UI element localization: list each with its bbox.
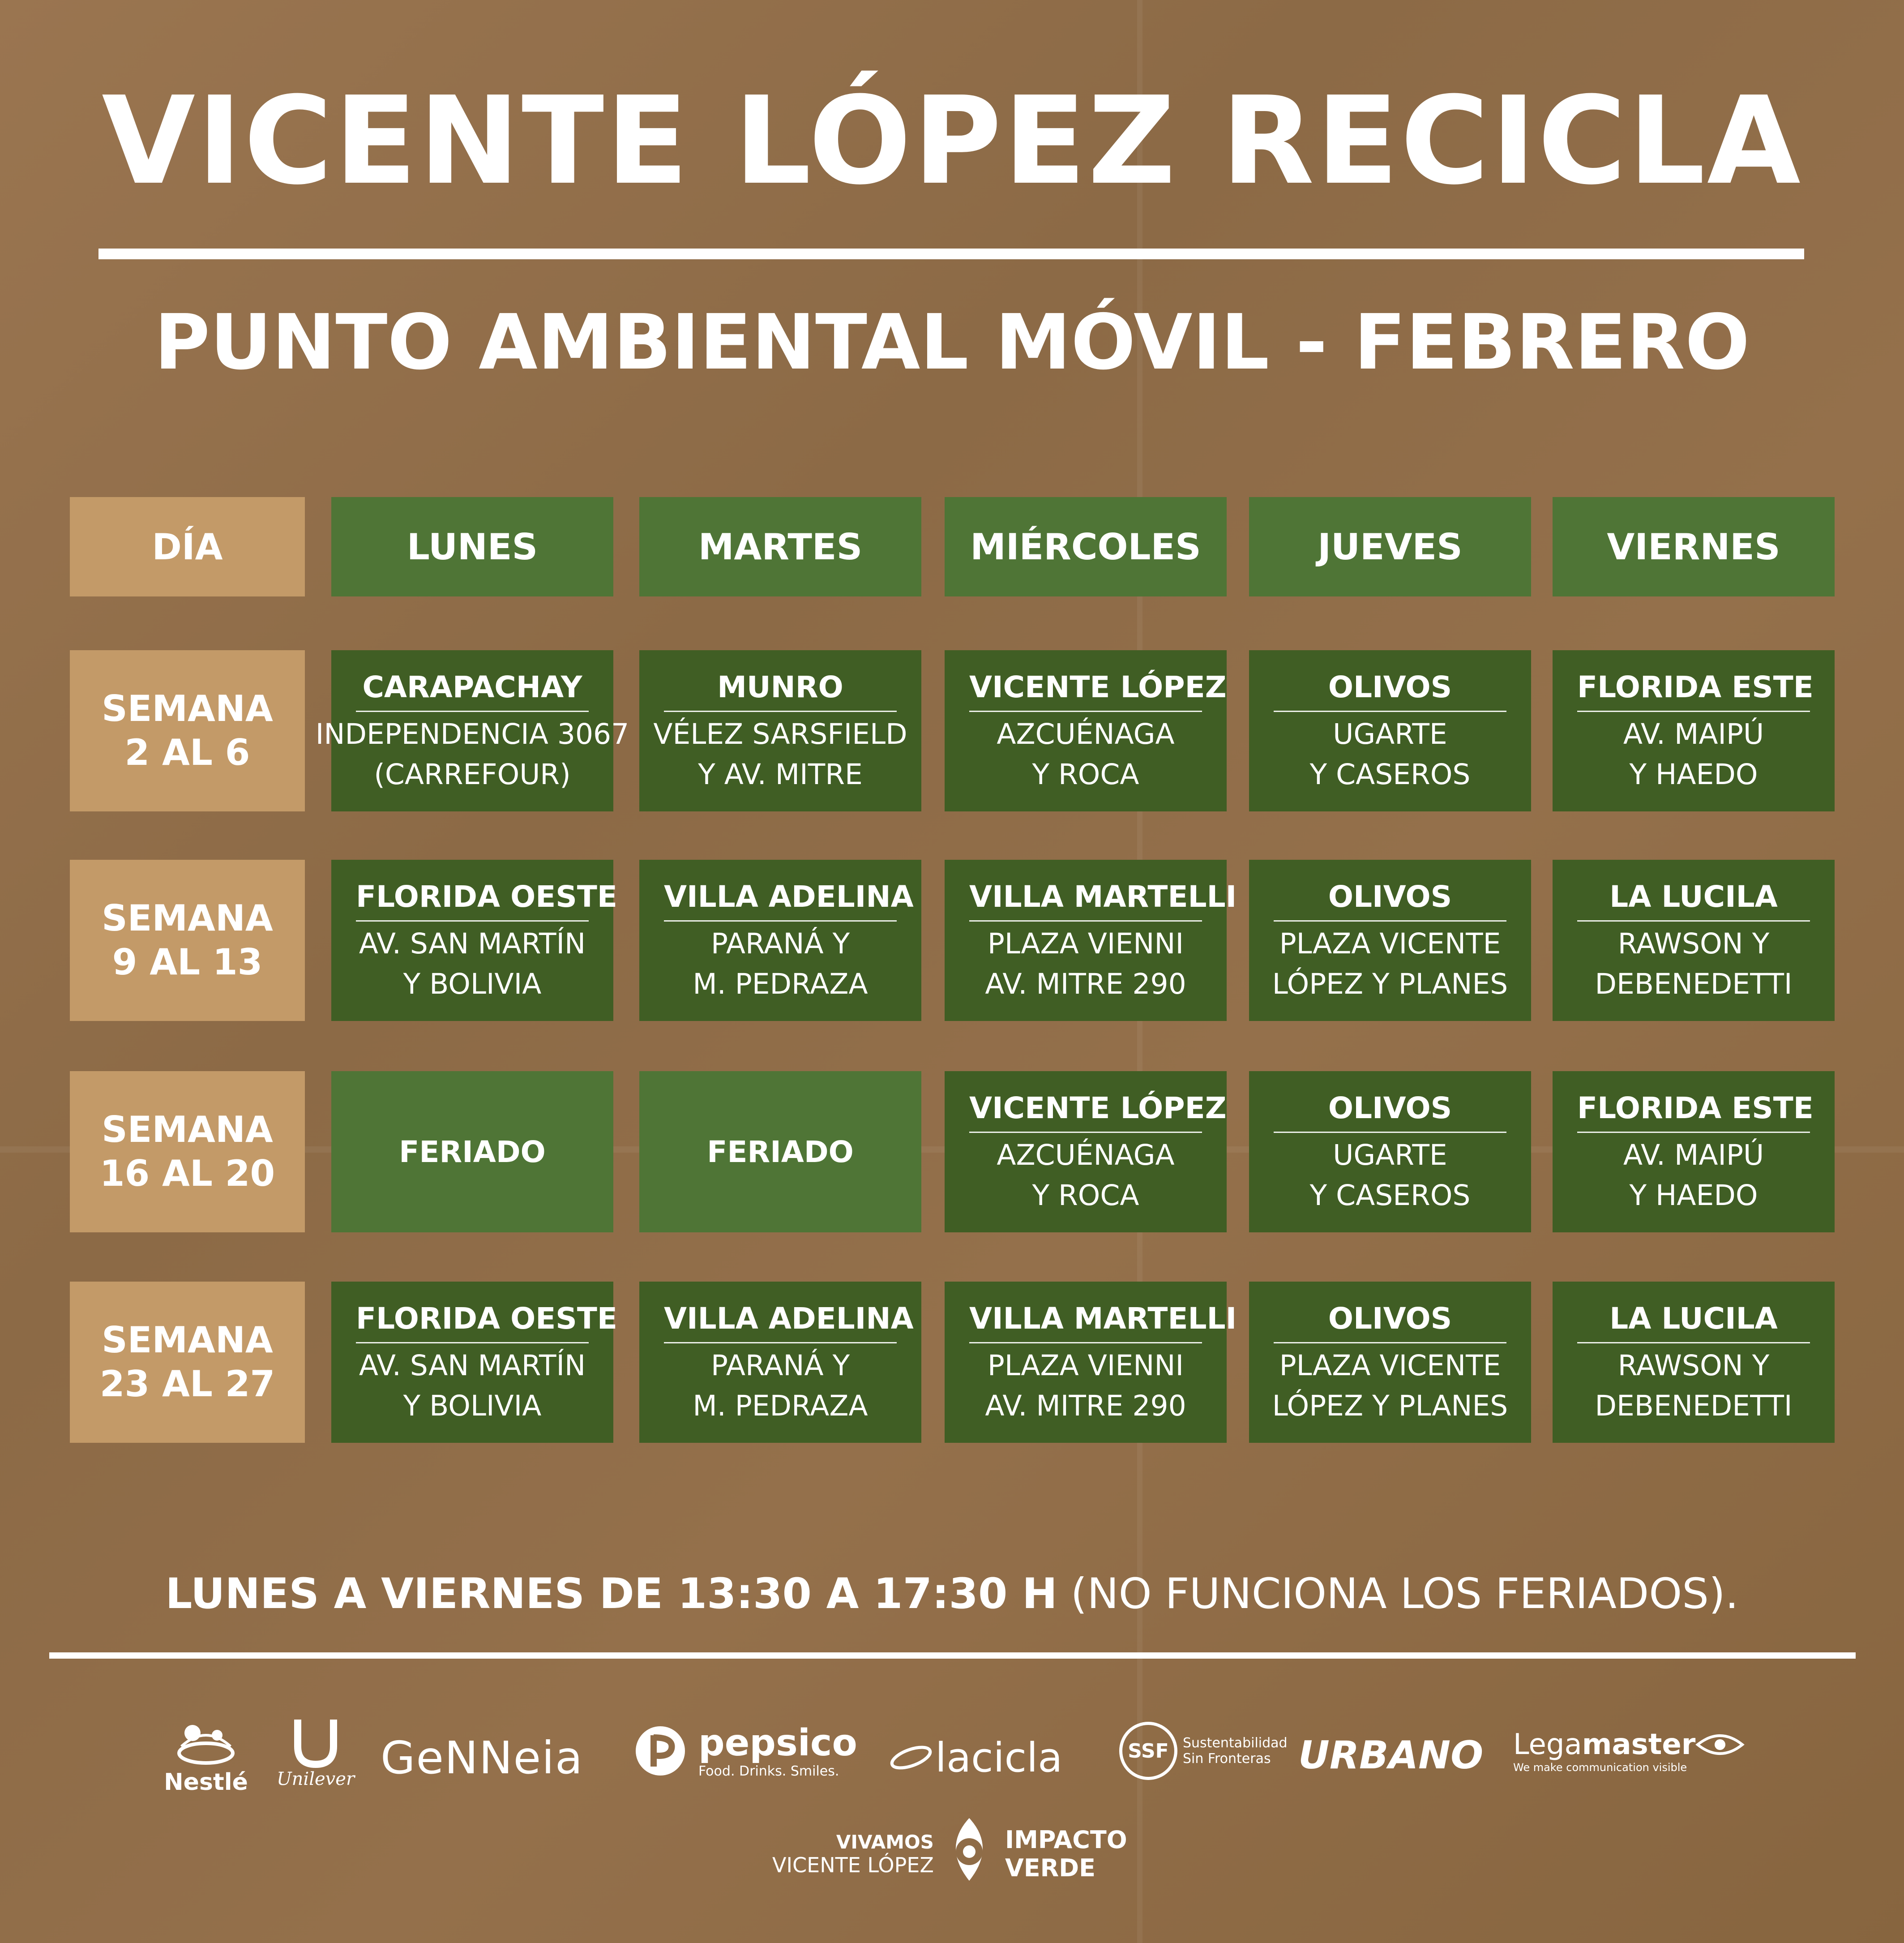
- weekday-header: [331, 497, 613, 596]
- genneia-logo: [381, 1733, 583, 1782]
- legamaster-logo: [1513, 1715, 1745, 1787]
- weekday-header: [639, 497, 921, 596]
- ssf-badge: [1119, 1722, 1177, 1780]
- location-cell: [945, 1071, 1227, 1232]
- week-label-cell: [70, 860, 305, 1021]
- location-address-line-2: LÓPEZ Y PLANES: [1272, 967, 1508, 1000]
- location-address-line-2: Y CASEROS: [1309, 758, 1471, 791]
- location-cell: [1553, 860, 1835, 1021]
- location-address-line-1: RAWSON Y: [1617, 927, 1770, 960]
- location-address-line-1: AV. MAIPÚ: [1623, 717, 1764, 751]
- location-cell: [331, 860, 617, 1021]
- location-address-line-1: AV. MAIPÚ: [1623, 1138, 1764, 1171]
- week-label-line-1: SEMANA: [102, 688, 273, 729]
- location-address-line-1: PLAZA VIENNI: [987, 927, 1184, 960]
- vivamos-line-2: VICENTE LÓPEZ: [772, 1853, 934, 1877]
- week-label-dates: 9 AL 13: [112, 941, 263, 983]
- location-address-line-1: UGARTE: [1333, 717, 1447, 751]
- location-name: VILLA ADELINA: [664, 1301, 897, 1343]
- location-cell: [639, 860, 921, 1021]
- location-name: VILLA MARTELLI: [969, 879, 1202, 922]
- location-cell: [331, 1282, 617, 1443]
- impacto-line-1: IMPACTO: [1005, 1826, 1127, 1854]
- location-address-line-2: M. PEDRAZA: [693, 967, 868, 1000]
- week-label-dates: 23 AL 27: [99, 1363, 275, 1405]
- location-name: VILLA MARTELLI: [969, 1301, 1202, 1343]
- location-name: MUNRO: [664, 669, 897, 712]
- location-address-line-2: AV. MITRE 290: [985, 1389, 1186, 1422]
- location-address-line-1: RAWSON Y: [1617, 1349, 1770, 1382]
- location-name: VICENTE LÓPEZ: [969, 669, 1202, 712]
- page-subtitle: PUNTO AMBIENTAL MÓVIL - FEBRERO: [154, 298, 1750, 387]
- urbano-label: URBANO: [1298, 1733, 1484, 1778]
- legamaster-label-1: Lega: [1513, 1728, 1582, 1761]
- location-address-line-2: DEBENEDETTI: [1595, 967, 1793, 1000]
- page-title: VICENTE LÓPEZ RECICLA: [102, 70, 1802, 211]
- vivamos-line-1: VIVAMOS: [836, 1831, 934, 1853]
- location-name: OLIVOS: [1274, 669, 1506, 712]
- week-label-cell: [70, 650, 305, 811]
- location-cell: [945, 1282, 1237, 1443]
- location-address-line-2: Y BOLIVIA: [403, 967, 542, 1000]
- genneia-label: GeNNeia: [381, 1731, 584, 1784]
- location-cell: [1553, 650, 1835, 811]
- ssf-line-2: Sin Fronteras: [1183, 1751, 1271, 1767]
- location-name: OLIVOS: [1274, 1301, 1506, 1343]
- location-address-line-2: Y AV. MITRE: [698, 758, 863, 791]
- location-name: OLIVOS: [1274, 879, 1506, 922]
- location-cell: [1249, 860, 1531, 1021]
- week-label-line-1: SEMANA: [102, 897, 273, 939]
- impacto-verde-icon: [940, 1816, 998, 1883]
- eye-icon: [1695, 1731, 1745, 1758]
- urbano-logo: [1298, 1729, 1483, 1782]
- ssf-label: SSF: [1128, 1739, 1169, 1763]
- location-cell: [945, 860, 1237, 1021]
- weekday-header-label: JUEVES: [1318, 526, 1463, 568]
- holiday-cell: [331, 1071, 613, 1232]
- location-address-line-2: Y CASEROS: [1309, 1179, 1471, 1212]
- location-address-line-1: INDEPENDENCIA 3067: [315, 717, 629, 751]
- location-address-line-2: (CARREFOUR): [374, 758, 571, 791]
- weekday-header-label: VIERNES: [1607, 526, 1780, 568]
- nest-icon: [172, 1715, 240, 1769]
- location-name: OLIVOS: [1274, 1090, 1506, 1133]
- pepsico-logo: [631, 1715, 857, 1787]
- location-address-line-2: Y BOLIVIA: [403, 1389, 542, 1422]
- footer-divider: [49, 1652, 1856, 1659]
- holiday-label: FERIADO: [399, 1134, 546, 1169]
- title-divider: [98, 249, 1804, 259]
- location-name: VICENTE LÓPEZ: [969, 1090, 1202, 1133]
- location-cell: [639, 650, 921, 811]
- location-name: VILLA ADELINA: [664, 879, 897, 922]
- location-address-line-2: AV. MITRE 290: [985, 967, 1186, 1000]
- location-address-line-2: LÓPEZ Y PLANES: [1272, 1389, 1508, 1422]
- holiday-note: (NO FUNCIONA LOS FERIADOS).: [1057, 1570, 1739, 1618]
- pepsico-tagline: Food. Drinks. Smiles.: [698, 1763, 839, 1779]
- location-address-line-1: AZCUÉNAGA: [997, 717, 1175, 751]
- weekday-header-label: LUNES: [406, 526, 538, 568]
- location-name: FLORIDA OESTE: [356, 879, 589, 922]
- pepsico-icon: [631, 1722, 689, 1780]
- location-name: FLORIDA ESTE: [1577, 1090, 1810, 1133]
- pepsico-label: pepsico: [698, 1721, 857, 1764]
- week-label-dates: 16 AL 20: [99, 1153, 275, 1194]
- nestle-logo: [166, 1715, 246, 1796]
- location-cell: [1249, 650, 1531, 811]
- location-address-line-1: PARANÁ Y: [710, 927, 850, 960]
- location-name: FLORIDA OESTE: [356, 1301, 589, 1343]
- nestle-label: Nestlé: [164, 1769, 248, 1796]
- ssf-line-1: Sustentabilidad: [1183, 1735, 1288, 1751]
- week-label-line-1: SEMANA: [102, 1109, 273, 1150]
- location-address-line-1: AZCUÉNAGA: [997, 1138, 1175, 1171]
- day-header-label: DÍA: [152, 526, 223, 568]
- location-address-line-1: PLAZA VIENNI: [987, 1349, 1184, 1382]
- week-label-cell: [70, 1282, 305, 1443]
- legamaster-tagline: We make communication visible: [1513, 1761, 1687, 1774]
- location-address-line-1: AV. SAN MARTÍN: [359, 1349, 586, 1382]
- location-name: LA LUCILA: [1577, 1301, 1810, 1343]
- location-name: LA LUCILA: [1577, 879, 1810, 922]
- impacto-verde-logo: [1005, 1825, 1127, 1883]
- location-name: FLORIDA ESTE: [1577, 669, 1810, 712]
- vivamos-vicente-lopez-logo: [772, 1823, 934, 1885]
- unilever-label: Unilever: [276, 1769, 355, 1789]
- location-address-line-1: PARANÁ Y: [710, 1349, 850, 1382]
- location-cell: [1249, 1071, 1531, 1232]
- holiday-label: FERIADO: [707, 1134, 854, 1169]
- location-address-line-2: Y HAEDO: [1629, 758, 1758, 791]
- weekday-header: [945, 497, 1227, 596]
- weekday-header-label: MIÉRCOLES: [970, 526, 1201, 568]
- location-address-line-2: Y ROCA: [1032, 1179, 1139, 1212]
- location-address-line-1: PLAZA VICENTE: [1279, 1349, 1501, 1382]
- location-address-line-1: UGARTE: [1333, 1138, 1447, 1171]
- location-address-line-1: VÉLEZ SARSFIELD: [653, 717, 907, 751]
- lacicla-icon: [889, 1744, 933, 1771]
- location-address-line-1: AV. SAN MARTÍN: [359, 927, 586, 960]
- weekday-header: [1249, 497, 1531, 596]
- hours-text: LUNES A VIERNES DE 13:30 A 17:30 H: [165, 1570, 1057, 1618]
- location-address-line-2: Y HAEDO: [1629, 1179, 1758, 1212]
- weekday-header-label: MARTES: [698, 526, 863, 568]
- week-label-dates: 2 AL 6: [124, 732, 250, 773]
- schedule-hours: [0, 1567, 1904, 1621]
- unilever-icon: [289, 1715, 342, 1769]
- location-address-line-2: M. PEDRAZA: [693, 1389, 868, 1422]
- day-column-header: [70, 497, 305, 596]
- unilever-logo: [278, 1715, 354, 1789]
- location-cell: [1249, 1282, 1531, 1443]
- location-name: CARAPACHAY: [356, 669, 589, 712]
- week-label-line-1: SEMANA: [102, 1319, 273, 1361]
- location-address-line-1: PLAZA VICENTE: [1279, 927, 1501, 960]
- ssf-logo: [1119, 1720, 1288, 1782]
- lacicla-label: lacicla: [935, 1734, 1063, 1781]
- weekday-header: [1553, 497, 1835, 596]
- location-address-line-2: Y ROCA: [1032, 758, 1139, 791]
- location-cell: [315, 650, 629, 811]
- location-cell: [1553, 1071, 1835, 1232]
- location-cell: [1553, 1282, 1835, 1443]
- legamaster-label-2: master: [1582, 1728, 1696, 1761]
- lacicla-logo: [889, 1733, 1062, 1782]
- location-address-line-2: DEBENEDETTI: [1595, 1389, 1793, 1422]
- location-cell: [945, 650, 1227, 811]
- holiday-cell: [639, 1071, 921, 1232]
- location-cell: [639, 1282, 921, 1443]
- week-label-cell: [70, 1071, 305, 1232]
- impacto-line-2: VERDE: [1005, 1854, 1095, 1882]
